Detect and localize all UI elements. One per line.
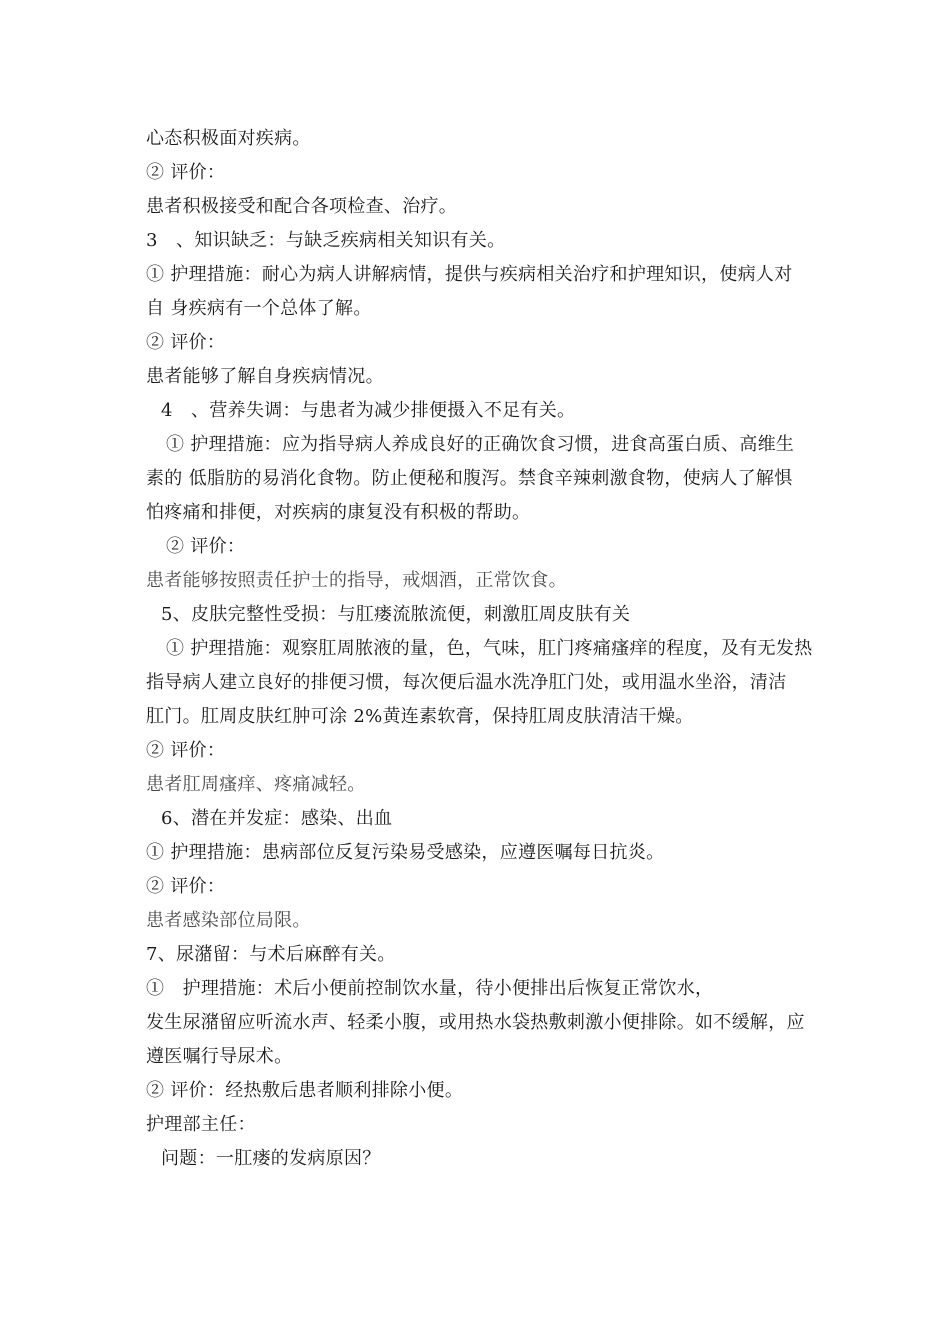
text-line: ① 护理措施：患病部位反复污染易受感染，应遵医嘱每日抗炎。 [146, 842, 665, 863]
text-line: ② 评价： [166, 536, 246, 557]
section-heading: 5、皮肤完整性受损：与肛瘘流脓流便，刺激肛周皮肤有关 [161, 604, 631, 625]
text-line: 怕疼痛和排便，对疾病的康复没有积极的帮助。 [146, 502, 531, 523]
text-line: 发生尿潴留应听流水声、轻柔小腹，或用热水袋热敷刺激小便排除。如不缓解，应 [146, 1012, 805, 1033]
text-line: ① 护理措施：应为指导病人养成良好的正确饮食习惯，进食高蛋白质、高维生 [166, 434, 795, 455]
text-line: 遵医嘱行导尿术。 [146, 1046, 293, 1067]
text-line: ② 评价： [146, 162, 226, 183]
text-line: ② 评价： [146, 740, 226, 761]
section-heading: 4 、营养失调：与患者为减少排便摄入不足有关。 [161, 400, 576, 421]
text-line: ② 评价： [146, 876, 226, 897]
text-line: 肛门。肛周皮肤红肿可涂 2%黄连素软膏，保持肛周皮肤清洁干燥。 [146, 706, 694, 727]
text-line: 患者能够了解自身疾病情况。 [146, 366, 384, 387]
section-heading: 6、潜在并发症：感染、出血 [161, 808, 393, 829]
text-line: 指导病人建立良好的排便习惯，每次便后温水洗净肛门处，或用温水坐浴，清洁 [146, 672, 787, 693]
text-line: 患者肛周瘙痒、疼痛减轻。 [146, 774, 366, 795]
text-line: 自 身疾病有一个总体了解。 [146, 298, 372, 319]
section-heading: 3 、知识缺乏：与缺乏疾病相关知识有关。 [146, 230, 506, 251]
text-line: 心态积极面对疾病。 [146, 128, 311, 149]
text-line: ② 评价： [146, 332, 226, 353]
text-line: 患者感染部位局限。 [146, 910, 311, 931]
text-line: 护理部主任： [146, 1114, 256, 1135]
section-heading: 7、尿潴留：与术后麻醉有关。 [146, 944, 396, 965]
text-line: 素的 低脂肪的易消化食物。防止便秘和腹泻。禁食辛辣刺激食物，使病人了解惧 [146, 468, 793, 489]
text-line: ① 护理措施：耐心为病人讲解病情，提供与疾病相关治疗和护理知识，使病人对 [146, 264, 793, 285]
text-line: 患者积极接受和配合各项检查、治疗。 [146, 196, 458, 217]
text-line: ① 护理措施：术后小便前控制饮水量，待小便排出后恢复正常饮水， [146, 978, 714, 999]
question-line: 问题：一肛瘘的发病原因？ [161, 1148, 381, 1169]
text-line: 患者能够按照责任护士的指导，戒烟酒，正常饮食。 [146, 570, 567, 591]
document-page [146, 122, 818, 1176]
text-line: ② 评价：经热敷后患者顺利排除小便。 [146, 1080, 464, 1101]
text-line: ① 护理措施：观察肛周脓液的量，色，气味，肛门疼痛瘙痒的程度，及有无发热 [166, 638, 813, 659]
